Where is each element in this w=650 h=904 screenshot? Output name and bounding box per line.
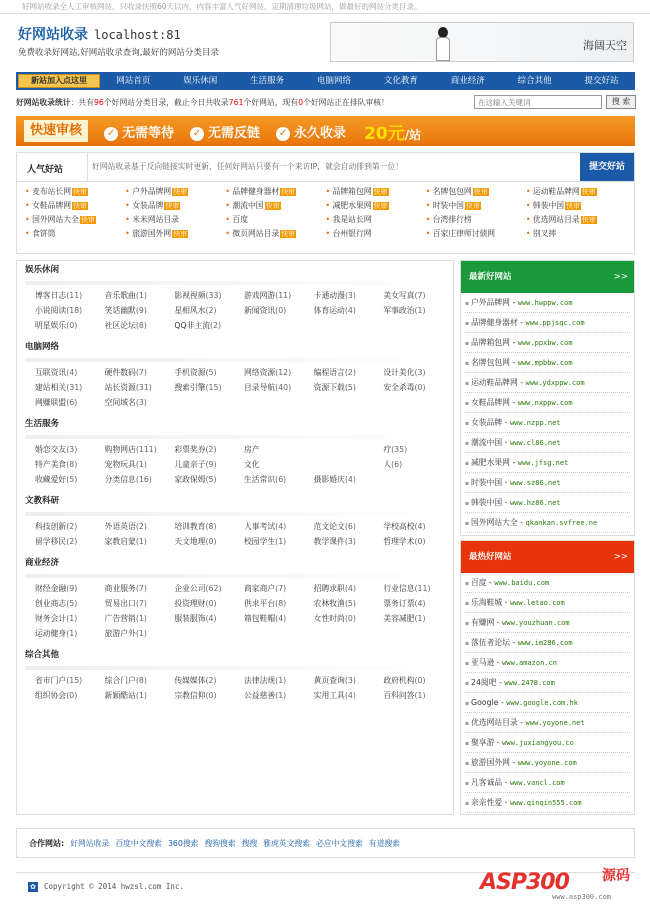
category-link[interactable]: 彩票奖券(2) <box>174 445 217 454</box>
fast-review-badge: 快审 <box>73 188 88 196</box>
site-description: 免费收录好网站,好网站收录查询,最好的网站分类目录 <box>18 48 219 58</box>
category-link[interactable]: 网赚联盟(6) <box>35 398 78 407</box>
popular-site-link[interactable]: • 百度 <box>225 214 325 225</box>
category-divider <box>25 512 445 516</box>
side-site-link[interactable]: ▪ 百度 - www.baidu.com <box>465 573 630 593</box>
nav-item-business[interactable]: 商业经济 <box>450 76 485 86</box>
side-site-link[interactable]: ▪ 24阅吧 - www.2478.com <box>465 673 630 693</box>
promo-no-wait: ✓ 无需等待 <box>104 122 174 141</box>
site-title[interactable]: 好网站收录 localhost:81 <box>18 27 181 43</box>
category-link[interactable]: 疗(35) <box>383 445 408 454</box>
category-link[interactable]: 设计美化(3) <box>383 368 426 377</box>
category-link[interactable]: 卡通动漫(3) <box>313 291 356 300</box>
category-link[interactable]: 安全杀毒(0) <box>383 383 426 392</box>
category-title[interactable]: 娱乐休闲 <box>25 265 60 275</box>
more-arrow-icon: >> <box>613 552 628 562</box>
popular-sites-panel <box>16 152 635 254</box>
fast-review-badge: 快审 <box>581 188 596 196</box>
promo-no-backlink: ✓ 无需反链 <box>190 122 260 141</box>
popular-site-link[interactable]: • 女装品牌 快审 <box>125 200 225 211</box>
category-link[interactable]: QQ非主流(2) <box>174 321 222 330</box>
category-link[interactable]: 财务会计(1) <box>35 614 78 623</box>
side-site-link[interactable]: ▪ 优选网站目录 - www.yoyone.net <box>465 713 630 733</box>
category-link[interactable]: 政府机构(0) <box>383 676 426 685</box>
site-domain: localhost:81 <box>94 28 181 42</box>
category-link[interactable]: 法律法规(1) <box>243 676 287 685</box>
top-notice: 好网站收录全人工审核网站，只收录快照60天以内，内容丰富人气好网站，定期清理垃圾网站，做最好的网站分类目录。 <box>0 0 650 14</box>
category-link[interactable]: 编程语言(2) <box>313 368 356 377</box>
category-link[interactable]: 组织协会(0) <box>35 691 78 700</box>
category-link[interactable]: 招聘求职(4) <box>313 584 356 593</box>
popular-site-link[interactable]: • 台湾排行榜 <box>426 214 526 225</box>
partner-links <box>16 828 635 858</box>
popular-sites-notice: 好网站收录基于反向链接实时更新，任何好网站只要有一个来访IP，就会自动排到第一位！ <box>87 153 403 181</box>
category-link[interactable]: 明星娱乐(0) <box>35 321 78 330</box>
category-link[interactable]: 留学移民(2) <box>35 537 78 546</box>
popular-site-link[interactable]: • 麦布站长网 快审 <box>25 186 125 197</box>
partner-link[interactable]: 好网站收录 <box>70 838 110 848</box>
popular-site-link[interactable]: • 米米网站目录 <box>125 214 225 225</box>
category-link[interactable]: 儿童亲子(9) <box>174 460 217 469</box>
category-link[interactable]: 空间域名(3) <box>104 398 147 407</box>
category-link[interactable]: 建站相关(31) <box>35 383 83 392</box>
category-link[interactable]: 影视视频(33) <box>174 291 222 300</box>
fast-review-badge: 快审 <box>265 202 280 210</box>
partner-link[interactable]: 搜搜 <box>241 838 258 848</box>
popular-site-link[interactable]: • 旅游国外网 快审 <box>125 228 225 239</box>
partner-link[interactable]: 360搜索 <box>167 838 199 848</box>
category-link[interactable]: 传媒媒体(2) <box>174 676 217 685</box>
popular-site-link[interactable]: • 时装中国 快审 <box>426 200 526 211</box>
category-link[interactable]: 资源下载(5) <box>313 383 356 392</box>
header <box>0 14 650 66</box>
popular-site-link[interactable]: • 减肥水果网 快审 <box>325 200 425 211</box>
category-link[interactable]: 供求平台(8) <box>243 599 287 608</box>
category-link[interactable]: 收藏爱好(5) <box>35 475 78 484</box>
side-site-link[interactable]: ▪ 旅游国外网 - www.yoyone.com <box>465 753 630 773</box>
category-link[interactable]: 家教启蒙(1) <box>104 537 147 546</box>
side-site-link[interactable]: ▪ 亲亲性爱 - www.qinqin555.com <box>465 793 630 813</box>
popular-site-link[interactable]: • 品牌健身器材 快审 <box>225 186 325 197</box>
category-title[interactable]: 生活服务 <box>25 419 60 429</box>
category-link[interactable]: 商业服务(7) <box>104 584 147 593</box>
fast-review-badge: 快审 <box>165 202 180 210</box>
category-title[interactable]: 电脑网络 <box>25 342 60 352</box>
category-link[interactable]: 新闻资讯(0) <box>243 306 287 315</box>
main-nav <box>16 72 635 90</box>
side-site-link[interactable]: ▪ 凡客诚品 - www.vancl.com <box>465 773 630 793</box>
category-link[interactable]: 百科问答(1) <box>383 691 426 700</box>
category-link[interactable]: 票务订票(4) <box>383 599 426 608</box>
more-arrow-icon: >> <box>613 272 628 282</box>
category-link[interactable]: 宗教信仰(0) <box>174 691 217 700</box>
side-site-link[interactable]: ▪ 户外品牌网 - www.hwppw.com <box>465 293 630 313</box>
popular-sites-grid <box>17 182 634 239</box>
banner-text: 海阔天空 <box>583 39 627 52</box>
fast-review-badge: 快审 <box>173 230 188 238</box>
category-link[interactable]: 游戏网游(11) <box>243 291 292 300</box>
category-title[interactable]: 综合其他 <box>25 650 60 660</box>
popular-site-link[interactable]: • 国外网站大全 快审 <box>25 214 125 225</box>
fast-review-badge: 快审 <box>566 202 581 210</box>
category-link[interactable]: 校园学生(1) <box>243 537 287 546</box>
category-divider <box>25 435 445 439</box>
newest-sites-panel <box>460 260 635 536</box>
newest-sites-header[interactable]: 最新好网站 >> <box>461 261 634 293</box>
popular-site-link[interactable]: • 别叉摔 <box>526 228 626 239</box>
popular-site-link[interactable]: • 品牌箱包网 快审 <box>325 186 425 197</box>
popular-site-link[interactable]: • 我是站长网 <box>325 214 425 225</box>
paw-icon: ✿ <box>28 882 38 892</box>
category-link[interactable]: 综合门户(8) <box>104 676 147 685</box>
category-link[interactable]: 省市门户(15) <box>35 676 83 685</box>
popular-sites-title: 人气好站 <box>27 165 64 175</box>
side-site-link[interactable]: ▪ 减肥水果网 - www.jfsg.net <box>465 453 630 473</box>
category-link[interactable]: 企业公司(62) <box>174 584 222 593</box>
category-link[interactable]: 笑话幽默(9) <box>104 306 147 315</box>
promo-fast-review: 快速审核 <box>24 120 88 142</box>
fast-review-badge: 快审 <box>581 216 596 224</box>
hottest-sites-panel <box>460 540 635 815</box>
category-link[interactable]: 小说阅读(18) <box>35 306 83 315</box>
category-link[interactable]: 广告营销(1) <box>104 614 147 623</box>
side-site-link[interactable]: ▪ 女装品牌 - www.nzpp.net <box>465 413 630 433</box>
category-link[interactable]: 家政保姆(5) <box>174 475 217 484</box>
side-site-link[interactable]: ▪ 有赚网 - www.youzhuan.com <box>465 613 630 633</box>
stats-bar <box>16 94 635 110</box>
category-link[interactable]: 特产美食(8) <box>35 460 78 469</box>
popular-site-link[interactable]: • 女鞋品牌网 快审 <box>25 200 125 211</box>
copyright: Copyright © 2014 hwzsl.com Inc. <box>44 882 184 891</box>
category-title[interactable]: 商业经济 <box>25 558 60 568</box>
partner-link[interactable]: 雅虎英文搜索 <box>263 838 311 848</box>
category-link[interactable]: 运动健身(1) <box>35 629 78 638</box>
category-link[interactable]: 手机资源(5) <box>174 368 217 377</box>
category-link[interactable]: 军事政治(1) <box>383 306 426 315</box>
side-site-link[interactable]: ▪ Google - www.google.com.hk <box>465 693 630 713</box>
fast-review-badge: 快审 <box>281 188 296 196</box>
watermark-url: www.asp300.com <box>552 893 612 901</box>
category-link[interactable]: 培训教育(8) <box>174 522 217 531</box>
category-link[interactable]: 创业商志(5) <box>35 599 78 608</box>
fast-review-badge: 快审 <box>465 202 480 210</box>
partner-link[interactable]: 必应中文搜索 <box>316 838 363 848</box>
fast-review-badge: 快审 <box>80 216 95 224</box>
category-link[interactable]: 服装服饰(4) <box>174 614 217 623</box>
search-input[interactable] <box>474 95 602 109</box>
popular-site-link[interactable]: • 台州银行网 <box>325 228 425 239</box>
category-link[interactable]: 美容减肥(1) <box>383 614 426 623</box>
category-link[interactable]: 购物网店(111) <box>104 445 157 454</box>
category-link[interactable]: 旅游户外(1) <box>104 629 147 638</box>
side-site-link[interactable]: ▪ 潮流中国 - www.cl86.net <box>465 433 630 453</box>
side-site-link[interactable]: ▪ 亚马逊 - www.amazon.cn <box>465 653 630 673</box>
stats-text: 好网站收录统计：共有96个好网站分类目录，截止今日共收录761个好网站，现有0个好网站正在排队审核！ <box>16 97 389 107</box>
category-link[interactable]: 学校高校(4) <box>383 522 426 531</box>
category-link[interactable]: 房产 <box>243 445 260 454</box>
category-link[interactable]: 社区论坛(8) <box>104 321 147 330</box>
category-link[interactable]: 科技创新(2) <box>35 522 78 531</box>
category-title[interactable]: 文教科研 <box>25 496 60 506</box>
side-site-link[interactable]: ▪ 品牌箱包网 - www.ppxbw.com <box>465 333 630 353</box>
category-link[interactable]: 音乐歌曲(1) <box>104 291 147 300</box>
popular-site-link[interactable]: • 微页网站目录 快审 <box>225 228 325 239</box>
category-link[interactable]: 财经金融(9) <box>35 584 78 593</box>
nav-item-submit[interactable]: 提交好站 <box>584 76 619 86</box>
category-link[interactable]: 文化 <box>243 460 260 469</box>
popular-site-link[interactable]: • 优选网站目录 快审 <box>526 214 626 225</box>
category-link[interactable]: 行业信息(11) <box>383 584 431 593</box>
category-link[interactable]: 哲理学术(0) <box>383 537 426 546</box>
category-link[interactable]: 星相风水(2) <box>174 306 217 315</box>
category-link[interactable]: 贸易出口(7) <box>104 599 147 608</box>
promo-permanent: ✓ 永久收录 <box>276 122 346 141</box>
category-link[interactable]: 搜索引擎(15) <box>174 383 222 392</box>
category-link[interactable]: 商家商户(7) <box>243 584 287 593</box>
category-link[interactable]: 硬件数码(7) <box>104 368 147 377</box>
fast-review-badge: 快审 <box>281 230 296 238</box>
category-link[interactable]: 箱包鞋帽(4) <box>243 614 287 623</box>
popular-site-link[interactable]: • 户外品牌网 快审 <box>125 186 225 197</box>
category-link[interactable]: 目录导航(40) <box>243 383 292 392</box>
partner-link[interactable]: 有道搜索 <box>368 838 400 848</box>
category-link <box>314 443 384 456</box>
nav-item-education[interactable]: 文化教育 <box>383 76 418 86</box>
fast-review-badge: 快审 <box>373 202 388 210</box>
popular-site-link[interactable]: • 运动鞋品牌网 快审 <box>526 186 626 197</box>
side-site-link[interactable]: ▪ 乐淘鞋城 - www.letao.com <box>465 593 630 613</box>
category-link[interactable]: 网络资源(12) <box>243 368 292 377</box>
category-link[interactable]: 天文地理(0) <box>174 537 217 546</box>
fast-review-badge: 快审 <box>173 188 188 196</box>
promo-price: 20元/站 <box>364 123 422 144</box>
partner-link[interactable]: 搜狗搜索 <box>204 838 236 848</box>
side-site-link[interactable]: ▪ 运动鞋品牌网 - www.ydxppw.com <box>465 373 630 393</box>
category-link[interactable]: 范文论文(6) <box>313 522 356 531</box>
partner-link[interactable]: 百度中文搜索 <box>115 838 162 848</box>
category-link[interactable]: 外语英语(2) <box>104 522 147 531</box>
category-link[interactable]: 黄页查询(3) <box>313 676 356 685</box>
category-link[interactable]: 美女写真(7) <box>383 291 426 300</box>
category-link[interactable]: 女性时尚(0) <box>313 614 356 623</box>
category-link[interactable]: 婚恋交友(3) <box>35 445 78 454</box>
category-link[interactable]: 摄影婚庆(4) <box>313 475 356 484</box>
side-site-link[interactable]: ▪ 品牌健身器材 - www.ppjsqc.com <box>465 313 630 333</box>
category-link[interactable]: 站长资源(31) <box>104 383 152 392</box>
popular-site-link[interactable]: • 食饼筒 <box>25 228 125 239</box>
category-link[interactable]: 互联资讯(4) <box>35 368 78 377</box>
nav-item-home[interactable]: 网站首页 <box>116 76 151 86</box>
nav-item-other[interactable]: 综合其他 <box>517 76 552 86</box>
category-link[interactable]: 体育运动(4) <box>313 306 356 315</box>
category-link[interactable]: 人事考试(4) <box>243 522 287 531</box>
category-divider <box>25 281 445 285</box>
category-link[interactable]: 公益慈善(1) <box>243 691 287 700</box>
side-site-link[interactable]: ▪ 女鞋品牌网 - www.nxppw.com <box>465 393 630 413</box>
partner-label: 合作网站: <box>29 838 65 848</box>
category-link[interactable]: 农林牧渔(5) <box>313 599 356 608</box>
category-link <box>314 458 384 471</box>
check-icon: ✓ <box>276 127 290 141</box>
popular-site-link[interactable]: • 韩装中国 快审 <box>526 200 626 211</box>
promo-banner[interactable] <box>16 116 635 146</box>
nav-item-computer[interactable]: 电脑网络 <box>317 76 352 86</box>
category-link[interactable]: 新颖酷站(1) <box>104 691 147 700</box>
side-site-link[interactable]: ▪ 韩装中国 - www.hz86.net <box>465 493 630 513</box>
watermark-brand: ASP300 <box>480 870 569 895</box>
category-link[interactable]: 教学课件(3) <box>313 537 356 546</box>
popular-site-link[interactable]: • 潮流中国 快审 <box>225 200 325 211</box>
category-link[interactable]: 人(6) <box>383 460 403 469</box>
add-site-button[interactable]: 新站加入点这里 <box>18 74 100 88</box>
popular-site-link[interactable]: • 百家庄律师讨债网 <box>426 228 526 239</box>
category-divider <box>25 666 445 670</box>
category-link[interactable]: 投资理财(0) <box>174 599 217 608</box>
watermark-logo <box>480 866 645 902</box>
side-site-link[interactable]: ▪ 名牌包包网 - www.mpbbw.com <box>465 353 630 373</box>
header-banner[interactable] <box>330 22 634 62</box>
popular-site-link[interactable]: • 名牌包包网 快审 <box>426 186 526 197</box>
category-link[interactable]: 实用工具(4) <box>313 691 356 700</box>
side-site-link[interactable]: ▪ 时装中国 - www.sz86.net <box>465 473 630 493</box>
category-link[interactable]: 分类信息(16) <box>104 475 152 484</box>
watermark-cn: 源码 <box>602 868 630 884</box>
submit-site-button[interactable]: 提交好站 <box>580 153 634 181</box>
fast-review-badge: 快审 <box>373 188 388 196</box>
category-divider <box>25 574 445 578</box>
category-panel <box>16 260 454 815</box>
hottest-sites-header[interactable]: 最热好网站 >> <box>461 541 634 573</box>
category-link[interactable]: 生活常识(6) <box>243 475 287 484</box>
category-link[interactable]: 博客日志(11) <box>35 291 83 300</box>
banner-figure-icon <box>431 25 457 61</box>
nav-item-life[interactable]: 生活服务 <box>250 76 285 86</box>
category-link[interactable]: 宠物玩具(1) <box>104 460 147 469</box>
side-site-link[interactable]: ▪ 落伍者论坛 - www.im286.com <box>465 633 630 653</box>
nav-item-entertainment[interactable]: 娱乐休闲 <box>183 76 218 86</box>
category-divider <box>25 358 445 362</box>
check-icon: ✓ <box>190 127 204 141</box>
side-site-link[interactable]: ▪ 聚享游 - www.juxiangyou.co <box>465 733 630 753</box>
check-icon: ✓ <box>104 127 118 141</box>
search-button[interactable]: 搜 索 <box>606 95 636 109</box>
fast-review-badge: 快审 <box>73 202 88 210</box>
fast-review-badge: 快审 <box>473 188 488 196</box>
side-site-link[interactable]: ▪ 国外网站大全 - qkankan.svfree.ne <box>465 513 630 533</box>
